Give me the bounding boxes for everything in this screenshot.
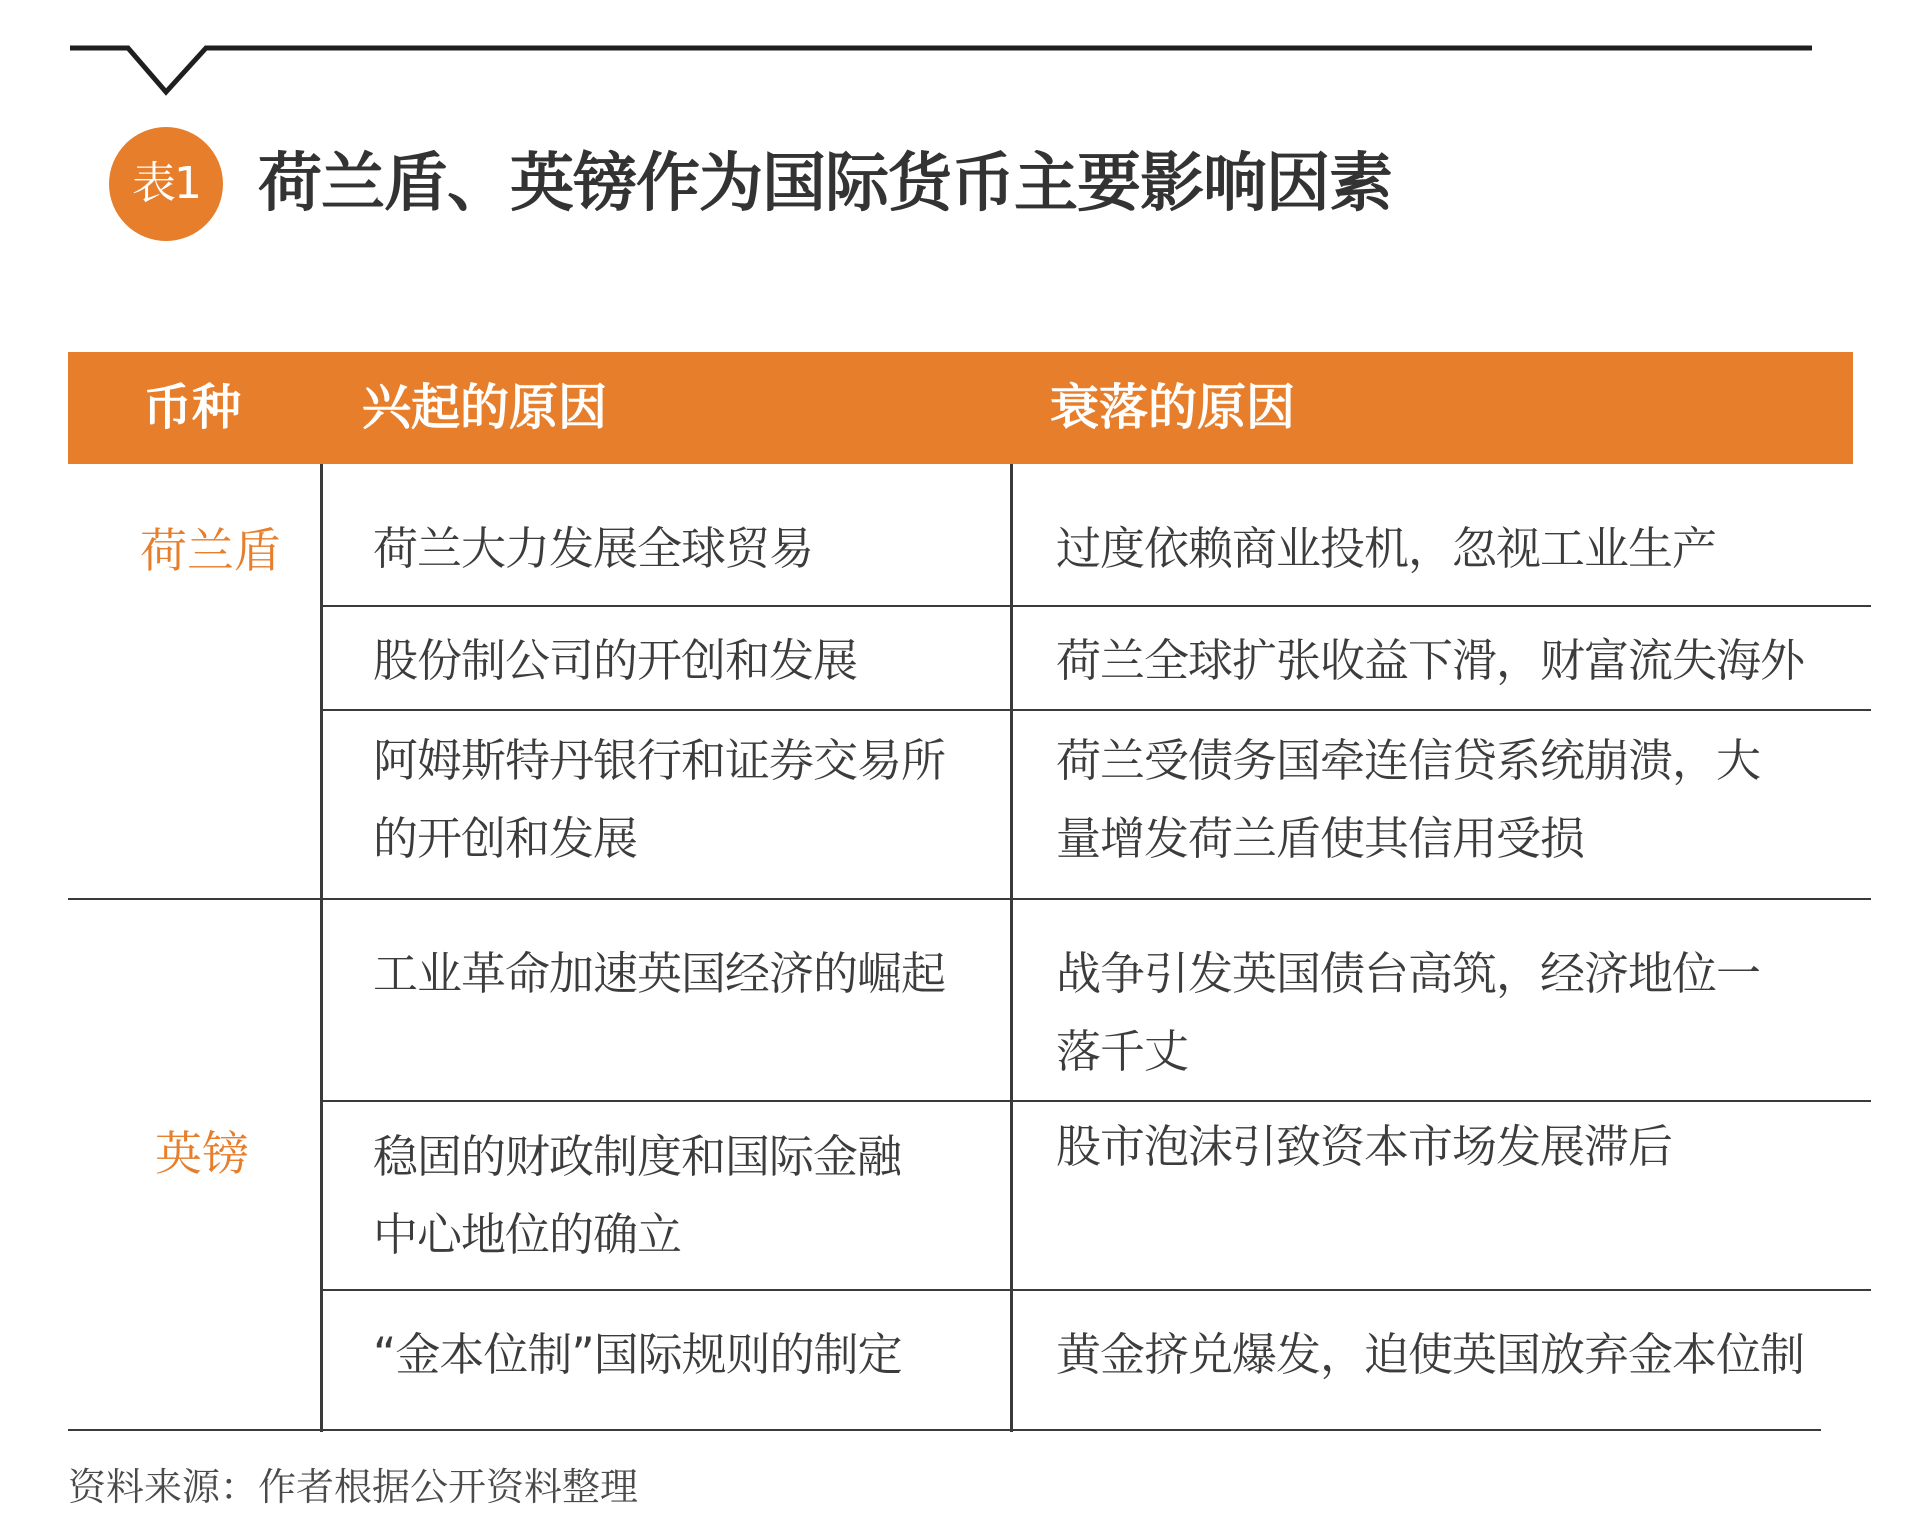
table-header: [68, 352, 1853, 464]
row-divider: [321, 1100, 1871, 1102]
table-number-badge: 表1: [109, 127, 223, 241]
header-decline-reasons: 衰落的原因: [1050, 379, 1296, 436]
row-divider: [321, 1289, 1871, 1291]
decline-reason: 战争引发英国债台高筑，经济地位一 落千丈: [1056, 947, 1761, 1078]
decline-reason: 荷兰全球扩张收益下滑，财富流失海外: [1056, 634, 1805, 687]
decline-reason: 过度依赖商业投机，忽视工业生产: [1056, 522, 1717, 575]
row-divider: [321, 605, 1871, 607]
column-divider-1: [320, 464, 323, 1432]
currency-pound: 英镑: [155, 1127, 249, 1182]
rise-reason: 股份制公司的开创和发展: [373, 634, 858, 687]
row-divider: [321, 709, 1871, 711]
table-title: 荷兰盾、英镑作为国际货币主要影响因素: [258, 147, 1392, 221]
rise-reason: 阿姆斯特丹银行和证券交易所 的开创和发展: [373, 734, 946, 865]
rise-reason: “金本位制”国际规则的制定: [373, 1328, 902, 1381]
decline-reason: 黄金挤兑爆发，迫使英国放弃金本位制: [1056, 1328, 1805, 1381]
rise-reason: 工业革命加速英国经济的崛起: [373, 947, 946, 1000]
rise-reason: 稳固的财政制度和国际金融 中心地位的确立: [373, 1130, 902, 1261]
rise-reason: 荷兰大力发展全球贸易: [373, 522, 814, 575]
header-currency: 币种: [143, 379, 242, 436]
top-notch-rule: [0, 0, 1920, 120]
header-rise-reasons: 兴起的原因: [362, 379, 608, 436]
source-note: 资料来源：作者根据公开资料整理: [68, 1465, 639, 1509]
table-bottom-rule: [68, 1429, 1821, 1431]
currency-guilder: 荷兰盾: [140, 524, 281, 579]
decline-reason: 股市泡沫引致资本市场发展滞后: [1056, 1120, 1673, 1173]
decline-reason: 荷兰受债务国牵连信贷系统崩溃，大 量增发荷兰盾使其信用受损: [1056, 734, 1761, 865]
column-divider-2: [1010, 464, 1013, 1432]
group-divider: [68, 898, 1871, 900]
